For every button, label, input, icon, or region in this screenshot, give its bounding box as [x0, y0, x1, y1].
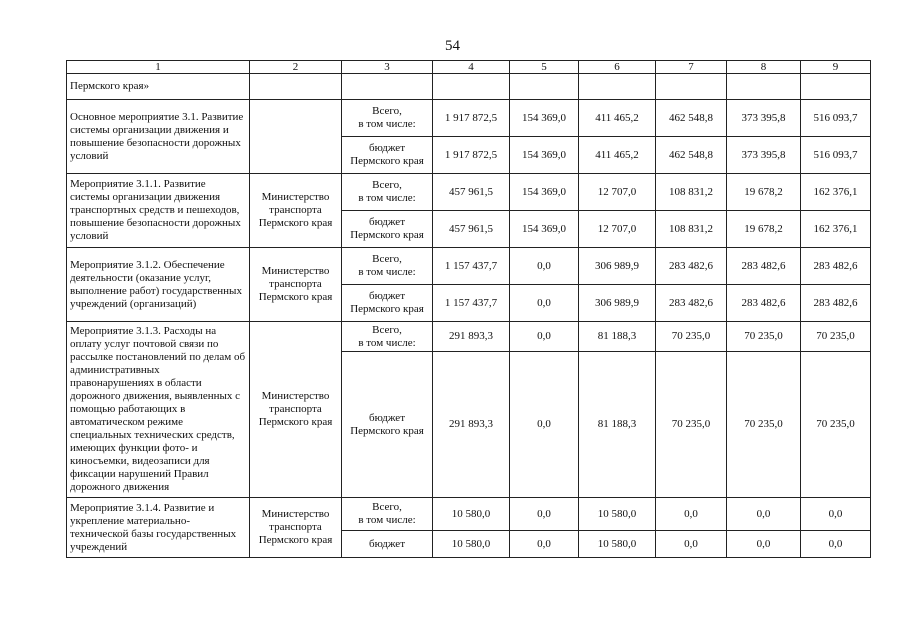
funding-source: бюджет Пермского края: [342, 285, 433, 322]
column-number: 7: [656, 61, 727, 74]
amount-cell: 291 893,3: [433, 352, 510, 498]
amount-cell: 10 580,0: [579, 498, 656, 531]
amount-cell: 291 893,3: [433, 322, 510, 352]
amount-cell: 1 917 872,5: [433, 100, 510, 137]
amount-cell: 373 395,8: [727, 137, 801, 174]
amount-cell: 70 235,0: [656, 352, 727, 498]
amount-cell: 0,0: [510, 248, 579, 285]
funding-source: Всего, в том числе:: [342, 498, 433, 531]
amount-cell: 0,0: [727, 498, 801, 531]
amount-cell: 12 707,0: [579, 174, 656, 211]
amount-cell: 283 482,6: [727, 248, 801, 285]
amount-cell: 306 989,9: [579, 285, 656, 322]
amount-cell: 1 157 437,7: [433, 248, 510, 285]
amount-cell: 0,0: [656, 531, 727, 558]
funding-source: бюджет Пермского края: [342, 352, 433, 498]
amount-cell: 283 482,6: [801, 248, 871, 285]
continuation-row: [67, 74, 871, 100]
amount-cell: 0,0: [727, 531, 801, 558]
funding-source: бюджет Пермского края: [342, 137, 433, 174]
table-body: [67, 61, 871, 558]
amount-cell: 108 831,2: [656, 211, 727, 248]
amount-cell: 10 580,0: [433, 531, 510, 558]
amount-cell: 0,0: [510, 285, 579, 322]
funding-source: бюджет Пермского края: [342, 211, 433, 248]
activity-row-total: [67, 248, 871, 285]
amount-cell: 283 482,6: [801, 285, 871, 322]
amount-cell: 1 157 437,7: [433, 285, 510, 322]
amount-cell: 0,0: [510, 352, 579, 498]
amount-cell: 0,0: [510, 531, 579, 558]
continuation-cell: Пермского края»: [67, 74, 250, 100]
executor: Министерство транспорта Пермского края: [250, 248, 342, 322]
amount-cell: 0,0: [656, 498, 727, 531]
amount-cell: 12 707,0: [579, 211, 656, 248]
amount-cell: 0,0: [801, 498, 871, 531]
amount-cell: 411 465,2: [579, 100, 656, 137]
amount-cell: 10 580,0: [579, 531, 656, 558]
amount-cell: 306 989,9: [579, 248, 656, 285]
amount-cell: 81 188,3: [579, 322, 656, 352]
activity-name: Основное мероприятие 3.1. Развитие системы организации движения и повышение безопасности дорожных условий: [67, 100, 250, 174]
funding-source: Всего, в том числе:: [342, 248, 433, 285]
amount-cell: 70 235,0: [656, 322, 727, 352]
amount-cell: 19 678,2: [727, 174, 801, 211]
activity-row-total: [67, 100, 871, 137]
funding-source: Всего, в том числе:: [342, 174, 433, 211]
amount-cell: 70 235,0: [727, 352, 801, 498]
amount-cell: 457 961,5: [433, 211, 510, 248]
amount-cell: 70 235,0: [801, 322, 871, 352]
funding-source: Всего, в том числе:: [342, 100, 433, 137]
executor: Министерство транспорта Пермского края: [250, 322, 342, 498]
column-number: 1: [67, 61, 250, 74]
activity-row-total: [67, 498, 871, 531]
amount-cell: 457 961,5: [433, 174, 510, 211]
amount-cell: 462 548,8: [656, 137, 727, 174]
activity-row-total: [67, 174, 871, 211]
amount-cell: 411 465,2: [579, 137, 656, 174]
column-number-row: [67, 61, 871, 74]
activity-name: Мероприятие 3.1.2. Обеспечение деятельности (оказание услуг, выполнение работ) государственных учреждений (организаций): [67, 248, 250, 322]
amount-cell: 154 369,0: [510, 211, 579, 248]
amount-cell: 70 235,0: [727, 322, 801, 352]
amount-cell: 0,0: [801, 531, 871, 558]
amount-cell: 108 831,2: [656, 174, 727, 211]
budget-table: [66, 60, 871, 558]
amount-cell: 0,0: [510, 322, 579, 352]
amount-cell: 154 369,0: [510, 137, 579, 174]
activity-name: Мероприятие 3.1.1. Развитие системы организации движения транспортных средств и пешеходов, повышение безопасности дорожных условий: [67, 174, 250, 248]
column-number: 9: [801, 61, 871, 74]
executor: Министерство транспорта Пермского края: [250, 498, 342, 558]
amount-cell: 154 369,0: [510, 100, 579, 137]
amount-cell: 162 376,1: [801, 174, 871, 211]
amount-cell: 516 093,7: [801, 137, 871, 174]
page-number: 54: [445, 38, 460, 54]
amount-cell: 1 917 872,5: [433, 137, 510, 174]
amount-cell: 516 093,7: [801, 100, 871, 137]
amount-cell: 162 376,1: [801, 211, 871, 248]
amount-cell: 283 482,6: [656, 248, 727, 285]
amount-cell: 81 188,3: [579, 352, 656, 498]
activity-name: Мероприятие 3.1.3. Расходы на оплату услуг почтовой связи по рассылке постановлений по делам об административных правонарушениях в области дорожного движения, выявленных с помощью работающих в автоматическом режиме специальных технических средств, имеющих функции фото- и киносъемки, видеозаписи для фиксации нарушений Правил дорожного движения: [67, 322, 250, 498]
column-number: 8: [727, 61, 801, 74]
activity-row-total: [67, 322, 871, 352]
funding-source: Всего, в том числе:: [342, 322, 433, 352]
funding-source: бюджет: [342, 531, 433, 558]
amount-cell: 10 580,0: [433, 498, 510, 531]
amount-cell: 0,0: [510, 498, 579, 531]
column-number: 4: [433, 61, 510, 74]
activity-name: Мероприятие 3.1.4. Развитие и укрепление материально-технической базы государственных учреждений: [67, 498, 250, 558]
amount-cell: 283 482,6: [656, 285, 727, 322]
amount-cell: 70 235,0: [801, 352, 871, 498]
amount-cell: 154 369,0: [510, 174, 579, 211]
column-number: 3: [342, 61, 433, 74]
executor: Министерство транспорта Пермского края: [250, 174, 342, 248]
executor: [250, 100, 342, 174]
column-number: 6: [579, 61, 656, 74]
amount-cell: 19 678,2: [727, 211, 801, 248]
column-number: 2: [250, 61, 342, 74]
amount-cell: 283 482,6: [727, 285, 801, 322]
column-number: 5: [510, 61, 579, 74]
amount-cell: 462 548,8: [656, 100, 727, 137]
amount-cell: 373 395,8: [727, 100, 801, 137]
